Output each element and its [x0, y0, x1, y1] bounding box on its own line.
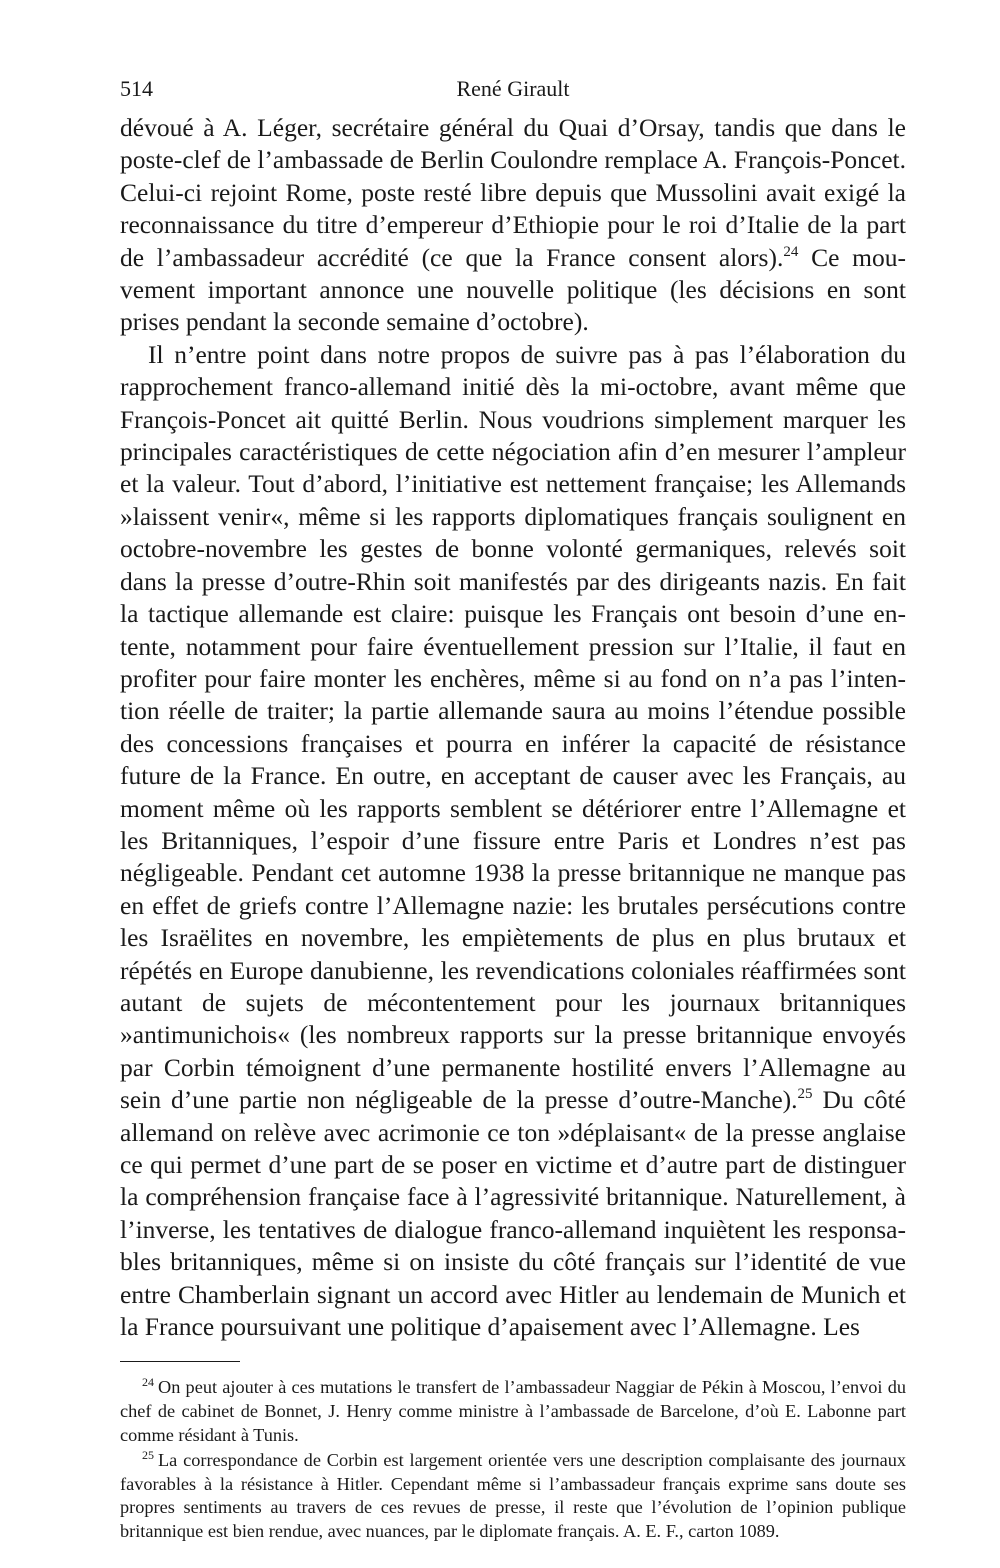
footnote-reference: 24: [783, 243, 799, 260]
paragraph: [120, 339, 906, 1344]
footnote-reference: 25: [797, 1086, 813, 1103]
text-run: Il n’entre point dans notre propos de suivre pas à pas l’élaboration du rapprochement franco-allemand initié dès la mi-octobre, avant même que François-Poncet ait quitté Berlin. Nous voudrions simplement marquer les principales caractéristiques de cette négociation afin d’en mesurer l’ampleur et la valeur. Tout d’abord, l’initiative est nettement française; les Allemands »laissent venir«, même si les rapports diplomatiques français soulignent en octobre-novembre les gestes de bonne volonté germaniques, relevés soit dans la presse d’outre-Rhin soit manifestés par des dirigeants nazis. En fait la tactique allemande est claire: puisque les Français ont besoin d’une entente, notamment pour faire éventuellement pression sur l’Italie, il faut en profiter pour faire monter les enchères, même si au fond on n’a pas l’intention réelle de traiter; la partie allemande saura au moins l’étendue possible des concessions françaises et pourra en inférer la capacité de résistance future de la France. En outre, en acceptant de causer avec les Français, au moment même où les rapports semblent se détériorer entre l’Allemagne et les Britanniques, l’espoir d’une fissure entre Paris et Londres n’est pas négligeable. Pendant cet automne 1938 la presse britannique ne manque pas en effet de griefs contre l’Allemagne nazie: les brutales persécutions contre les Israëlites en novembre, les empiètements de plus en plus brutaux et répétés en Europe danubienne, les revendications coloniales réaffirmées sont autant de sujets de mécontentement pour les journaux britanniques »antimunichois« (les nombreux rapports sur la presse britannique envoyés par Corbin témoignent d’une permanente hostilité envers l’Allemagne au sein d’une partie non négligeable de la presse d’outre-Manche).: [120, 339, 906, 1115]
running-head: [120, 74, 906, 104]
page-number: 514: [120, 76, 153, 101]
footnote-text: La correspondance de Corbin est largement orientée vers une description complaisante des journaux favorables à la résistance à Hitler. Cependant même si l’ambassadeur français exprime sans doute ses propres sentiments au travers de ces revues de presse, il reste que l’évolution de l’opinion publique britannique est bien rendue, avec nuances, par le diplomate français. A. E. F., carton 1089.: [120, 1450, 906, 1541]
paragraph: [120, 112, 906, 339]
text-run: dévoué à A. Léger, secrétaire général du Quai d’Orsay, tandis que dans le poste-clef de l’ambassade de Berlin Coulondre remplace A. François-Poncet. Celui-ci rejoint Rome, poste resté libre depuis que Mussolini avait exigé la reconnaissance du titre d’empereur d’Ethiopie pour le roi d’Italie de la part de l’ambassadeur accrédité (ce que la France consent alors).: [120, 113, 906, 272]
footnote-number: 24: [142, 1375, 154, 1390]
text-run: Ce mouvement important annonce une nouvelle politique (les décisions en sont prises pendant la seconde semaine d’octobre).: [120, 242, 906, 337]
body-text: [120, 112, 906, 1343]
footnote-number: 25: [142, 1448, 154, 1463]
text-run: Du côté allemand on relève avec acrimonie ce ton »déplaisant« de la presse anglaise ce qui permet d’une part de se poser en victime et d’autre part de distinguer la compréhension française face à l’agressivité britannique. Naturellement, à l’inverse, les tentatives de dialogue franco-allemand inquiètent les responsables britanniques, même si on insiste du côté français sur l’identité de vue entre Chamberlain signant un accord avec Hitler au lendemain de Munich et la France poursuivant une politique d’apaisement avec l’Allemagne. Les: [120, 1085, 906, 1342]
book-page: [120, 74, 906, 1546]
footnote: [120, 1376, 906, 1447]
running-title: René Girault: [456, 76, 570, 101]
footnote: [120, 1449, 906, 1543]
footnote-text: On peut ajouter à ces mutations le transfert de l’ambassadeur Naggiar de Pékin à Moscou, l’envoi du chef de cabinet de Bonnet, J. Henry comme ministre à l’ambassade de Barcelone, d’où E. Labonne part comme résidant à Tunis.: [120, 1377, 906, 1445]
footnotes: [120, 1376, 906, 1543]
footnote-divider: [120, 1361, 240, 1362]
